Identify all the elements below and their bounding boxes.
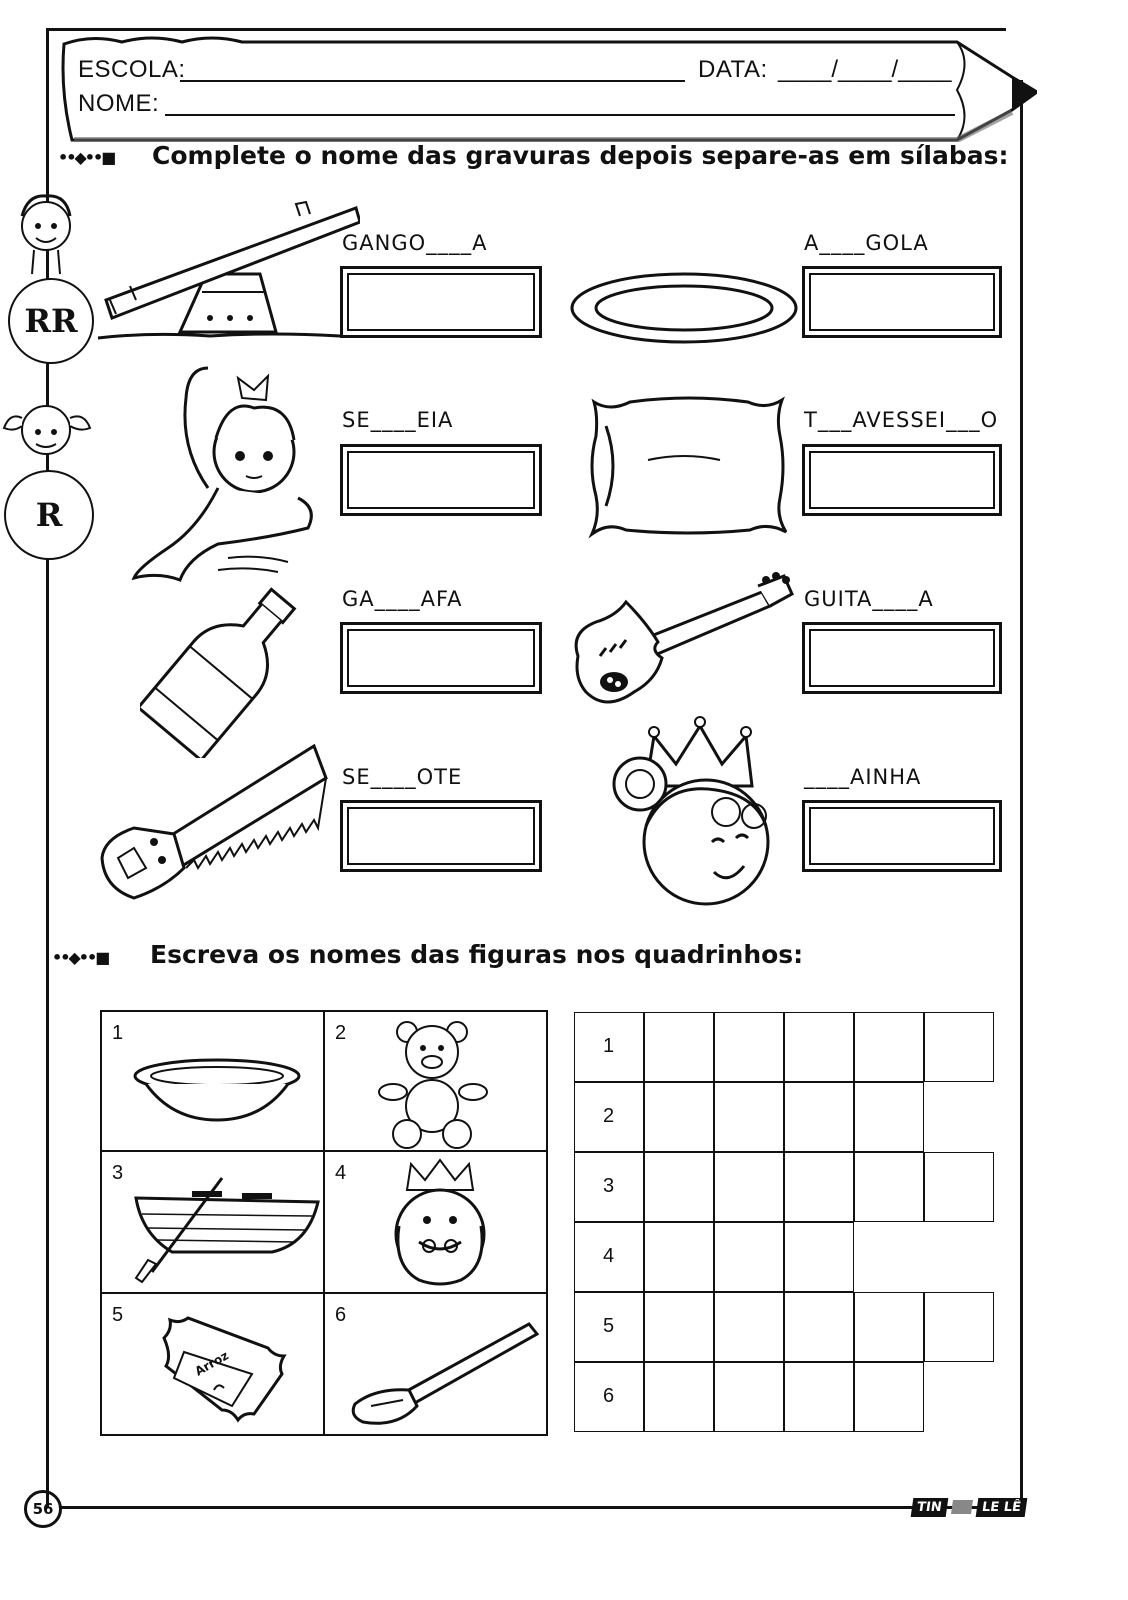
brand-logo	[912, 1496, 1026, 1517]
picture-number: 2	[335, 1022, 347, 1044]
date-label: DATA:	[698, 56, 768, 83]
grid-number-cell	[574, 1222, 644, 1292]
picture-cell-2	[324, 1011, 547, 1151]
grid-row-number: 2	[603, 1105, 615, 1127]
arroz-rice-bag-icon	[158, 1308, 288, 1424]
grid-number-cell	[574, 1152, 644, 1222]
girl-face-icon	[0, 392, 100, 472]
grid-letter-cell[interactable]	[854, 1292, 924, 1362]
answer-box-8[interactable]	[802, 800, 1002, 872]
grid-letter-cell[interactable]	[854, 1362, 924, 1432]
page-number: 56	[24, 1490, 62, 1528]
grid-letter-cell[interactable]	[854, 1082, 924, 1152]
grid-letter-cell[interactable]	[784, 1292, 854, 1362]
grid-row-number: 4	[603, 1245, 615, 1267]
picture-cell-6	[324, 1293, 547, 1435]
section1-title: Complete o nome das gravuras depois separe-as em sílabas:	[152, 141, 1009, 170]
word-8: ____AINHA	[804, 765, 922, 789]
name-label: NOME:	[78, 90, 160, 117]
grid-letter-cell[interactable]	[644, 1362, 714, 1432]
barco-boat-icon	[132, 1174, 322, 1284]
prato-plate-icon	[132, 1056, 302, 1126]
guitarra-guitar-icon	[566, 572, 794, 716]
answer-box-3[interactable]	[340, 444, 542, 516]
word-6: GUITA____A	[804, 587, 934, 611]
picture-cell-1	[101, 1011, 324, 1151]
bullet-icon: ••◆••■	[58, 148, 115, 167]
grid-letter-cell[interactable]	[854, 1012, 924, 1082]
answer-box-2[interactable]	[802, 266, 1002, 338]
grid-letter-cell[interactable]	[644, 1152, 714, 1222]
grid-letter-cell[interactable]	[924, 1012, 994, 1082]
picture-number: 3	[112, 1162, 124, 1184]
picture-number: 1	[112, 1022, 124, 1044]
tab-r: R	[4, 470, 94, 560]
date-field[interactable]: ____/____/____	[778, 56, 952, 83]
grid-letter-cell[interactable]	[714, 1362, 784, 1432]
picture-table	[100, 1010, 548, 1436]
school-label: ESCOLA:	[78, 56, 186, 83]
word-3: SE____EIA	[342, 408, 454, 432]
arroz-label: Arroz	[192, 1348, 231, 1379]
grid-letter-cell[interactable]	[644, 1012, 714, 1082]
grid-letter-cell[interactable]	[784, 1152, 854, 1222]
grid-letter-cell[interactable]	[784, 1012, 854, 1082]
picture-cell-4	[324, 1151, 547, 1293]
grid-letter-cell[interactable]	[714, 1082, 784, 1152]
word-4: T___AVESSEI___O	[804, 408, 999, 432]
grid-number-cell	[574, 1082, 644, 1152]
answer-box-5[interactable]	[340, 622, 542, 694]
picture-number: 5	[112, 1304, 124, 1326]
answer-box-6[interactable]	[802, 622, 1002, 694]
school-field[interactable]	[180, 80, 685, 82]
word-7: SE____OTE	[342, 765, 463, 789]
grid-row-number: 3	[603, 1175, 615, 1197]
grid-letter-cell[interactable]	[784, 1082, 854, 1152]
picture-number: 4	[335, 1162, 347, 1184]
grid-letter-cell[interactable]	[854, 1152, 924, 1222]
section2-title: Escreva os nomes das figuras nos quadrinhos:	[150, 940, 804, 969]
grid-letter-cell[interactable]	[714, 1012, 784, 1082]
boy-face-icon	[8, 186, 78, 276]
word-2: A____GOLA	[804, 231, 929, 255]
picture-cell-3	[101, 1151, 324, 1293]
grid-letter-cell[interactable]	[784, 1222, 854, 1292]
rainha-queen-icon	[606, 716, 786, 912]
grid-letter-cell[interactable]	[644, 1222, 714, 1292]
grid-letter-cell[interactable]	[644, 1082, 714, 1152]
tab-rr: RR	[8, 278, 94, 364]
grid-letter-cell[interactable]	[714, 1152, 784, 1222]
argola-ring-icon	[566, 268, 802, 348]
serrote-saw-icon	[94, 738, 334, 908]
grid-row-number: 5	[603, 1315, 615, 1337]
grid-letter-cell[interactable]	[924, 1152, 994, 1222]
pencil-banner	[52, 32, 1037, 142]
word-grid	[574, 1012, 998, 1436]
word-1: GANGO____A	[342, 231, 488, 255]
page-frame-right	[1020, 80, 1023, 1508]
answer-box-7[interactable]	[340, 800, 542, 872]
page-frame-bottom	[60, 1506, 1010, 1509]
urso-teddy-bear-icon	[377, 1018, 497, 1152]
answer-box-1[interactable]	[340, 266, 542, 338]
grid-row-number: 1	[603, 1035, 615, 1057]
rei-king-icon	[385, 1156, 495, 1290]
grid-letter-cell[interactable]	[644, 1292, 714, 1362]
grid-number-cell	[574, 1292, 644, 1362]
bullet-icon: ••◆••■	[52, 948, 109, 967]
garrafa-bottle-icon	[140, 578, 310, 758]
answer-box-4[interactable]	[802, 444, 1002, 516]
page-frame-top	[46, 28, 1006, 31]
picture-cell-5	[101, 1293, 324, 1435]
grid-letter-cell[interactable]	[714, 1292, 784, 1362]
word-5: GA____AFA	[342, 587, 463, 611]
gangorra-seesaw-icon	[90, 196, 360, 346]
remo-oar-icon	[345, 1318, 545, 1428]
grid-number-cell	[574, 1362, 644, 1432]
grid-letter-cell[interactable]	[784, 1362, 854, 1432]
brand-right: LE LÊ	[975, 1498, 1027, 1517]
grid-letter-cell[interactable]	[924, 1292, 994, 1362]
grid-number-cell	[574, 1012, 644, 1082]
name-field[interactable]	[165, 114, 955, 116]
grid-letter-cell[interactable]	[714, 1222, 784, 1292]
brand-divider	[951, 1500, 973, 1514]
picture-number: 6	[335, 1304, 347, 1326]
travesseiro-pillow-icon	[580, 386, 796, 544]
sereia-mermaid-icon	[128, 358, 328, 588]
brand-left: TIN	[911, 1498, 948, 1517]
grid-row-number: 6	[603, 1385, 615, 1407]
